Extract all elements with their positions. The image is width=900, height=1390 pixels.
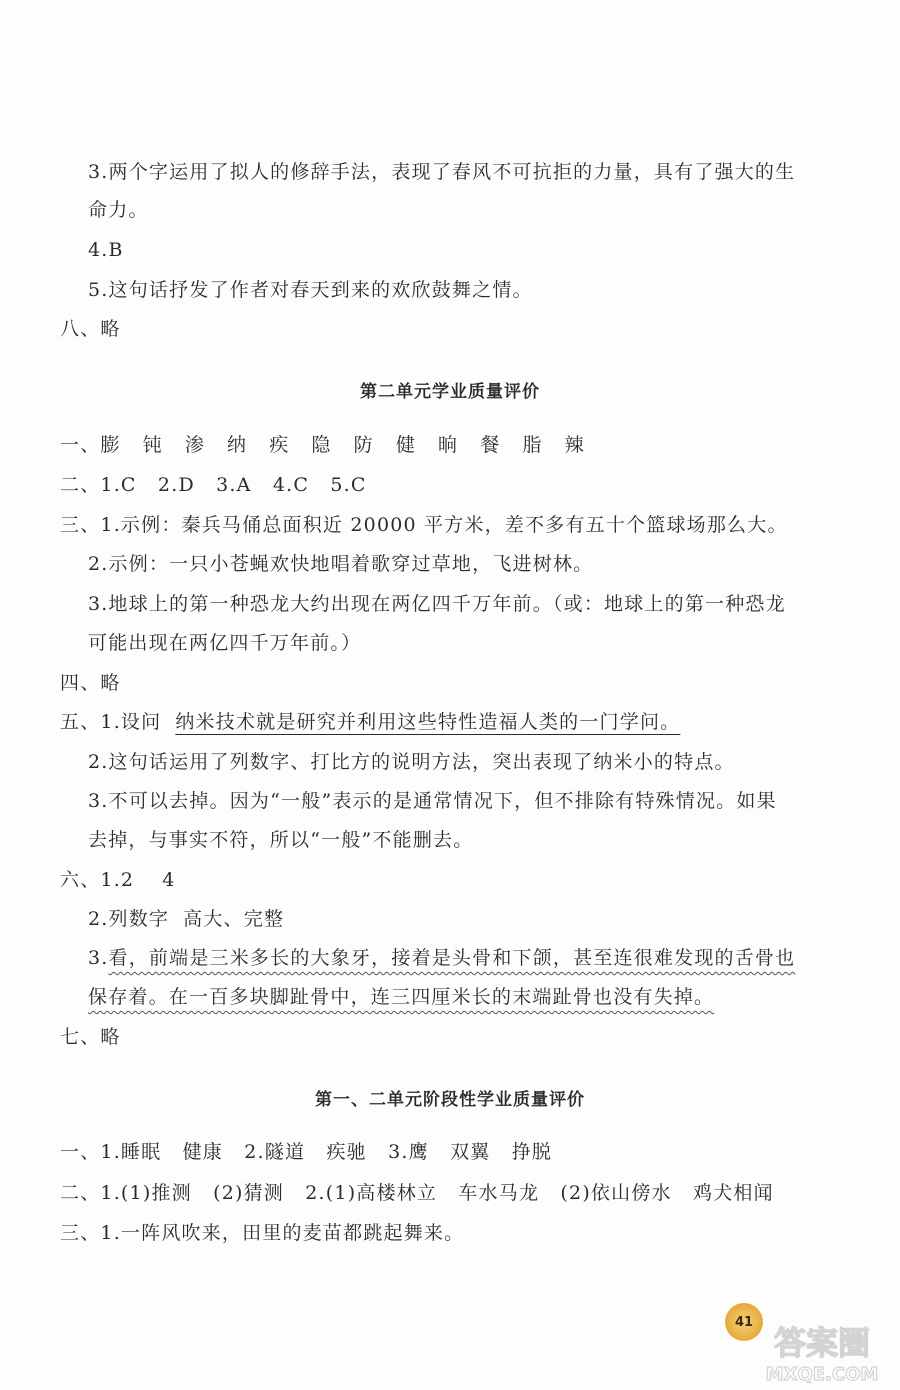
answer-line — [88, 985, 714, 1009]
answer-line-q6 — [60, 868, 176, 892]
answer-item: 2.D — [157, 474, 195, 496]
answer-item: (2)猜测 — [213, 1182, 285, 1204]
answer-item: 一、1.睡眠 — [60, 1141, 162, 1163]
answer-label: 五、1.设问 — [60, 711, 162, 733]
answer-item: 疾驰 — [326, 1141, 367, 1163]
answer-line: 2.示例：一只小苍蝇欢快地唱着歌穿过草地，飞进树林。 — [88, 553, 594, 575]
answer-line: 3.两个字运用了拟人的修辞手法，表现了春风不可抗拒的力量，具有了强大的生 — [88, 161, 796, 183]
answer-line-q2 — [60, 473, 367, 497]
answer-item: 2.隧道 — [244, 1141, 306, 1163]
word-item: 疾 — [269, 434, 290, 456]
answer-item: 3.鹰 — [388, 1141, 429, 1163]
word-item: 钝 — [142, 434, 163, 456]
answer-item: 二、1.C — [60, 474, 137, 496]
word-item: 辣 — [564, 434, 585, 456]
answer-item: 高大、完整 — [183, 908, 285, 930]
answer-line-q1 — [60, 1140, 552, 1164]
answer-line: 三、1.示例：秦兵马俑总面积近 20000 平方米，差不多有五十个篮球场那么大。 — [60, 514, 788, 536]
answer-item: 2.列数字 — [88, 908, 170, 930]
answer-line-q5 — [60, 710, 680, 734]
answer-line: 七、略 — [60, 1026, 121, 1048]
answer-line: 4.B — [88, 239, 124, 261]
answer-item: 车水马龙 — [458, 1182, 540, 1204]
answer-line: 去掉，与事实不符，所以“一般”不能删去。 — [88, 829, 474, 851]
answer-item: 2.(1)高楼林立 — [305, 1182, 438, 1204]
answer-line: 四、略 — [60, 672, 121, 694]
answer-item: 二、1.(1)推测 — [60, 1182, 192, 1204]
watermark-logo — [752, 1318, 892, 1384]
answer-line — [88, 907, 284, 931]
answer-line — [88, 946, 795, 970]
answer-line: 2.这句话运用了列数字、打比方的说明方法，突出表现了纳米小的特点。 — [88, 751, 735, 773]
answer-item: 3.A — [216, 474, 252, 496]
answer-line: 5.这句话抒发了作者对春天到来的欢欣鼓舞之情。 — [88, 279, 533, 301]
word-list — [100, 434, 606, 456]
answer-item: 鸡犬相闻 — [693, 1182, 774, 1204]
answer-line: 3.地球上的第一种恐龙大约出现在两亿四千万年前。（或：地球上的第一种恐龙 — [88, 593, 786, 615]
word-item: 隐 — [311, 434, 332, 456]
word-item: 脂 — [522, 434, 543, 456]
watermark-site: MXQE.COM — [765, 1364, 879, 1384]
word-item: 防 — [353, 434, 374, 456]
answer-line: 命力。 — [88, 199, 149, 221]
answer-line: 3.不可以去掉。因为“一般”表示的是通常情况下，但不排除有特殊情况。如果 — [88, 790, 777, 812]
answer-item: 4.C — [272, 474, 310, 496]
answer-item: 六、1.2 — [60, 869, 135, 891]
word-item: 餐 — [480, 434, 501, 456]
answer-line: 三、1.一阵风吹来，田里的麦苗都跳起舞来。 — [60, 1222, 465, 1244]
word-item: 渗 — [184, 434, 206, 456]
page-number: 41 — [734, 1314, 754, 1330]
word-item: 膨 — [100, 434, 121, 456]
section-title-unit12: 第一、二单元阶段性学业质量评价 — [315, 1090, 585, 1110]
section-title-unit2: 第二单元学业质量评价 — [360, 382, 540, 402]
word-item: 晌 — [438, 434, 459, 456]
answer-line-q1 — [60, 433, 607, 457]
answer-line-q2 — [60, 1181, 774, 1205]
answer-item: 5.C — [330, 474, 367, 496]
wavy-underlined-text: 看，前端是三米多长的大象牙，接着是头骨和下颌，甚至连很难发现的舌骨也 — [108, 947, 796, 969]
watermark-text: 答案圈 — [773, 1324, 871, 1362]
answer-item: (2)依山傍水 — [560, 1182, 672, 1204]
word-item: 纳 — [227, 434, 248, 456]
answer-line: 可能出现在两亿四千万年前。） — [88, 632, 362, 654]
answer-item: 挣脱 — [511, 1141, 553, 1163]
wavy-underlined-text: 保存着。在一百多块脚趾骨中，连三四厘米长的末端趾骨也没有失掉。 — [88, 986, 715, 1008]
question-number: 一、 — [60, 434, 101, 456]
question-number: 3. — [88, 947, 109, 969]
answer-line: 八、略 — [60, 318, 121, 340]
answer-item: 4 — [162, 869, 176, 891]
answer-item: 双翼 — [450, 1141, 491, 1163]
answer-item: 健康 — [182, 1141, 223, 1163]
word-item: 健 — [395, 434, 417, 456]
underlined-answer: 纳米技术就是研究并利用这些特性造福人类的一门学问。 — [175, 711, 681, 733]
